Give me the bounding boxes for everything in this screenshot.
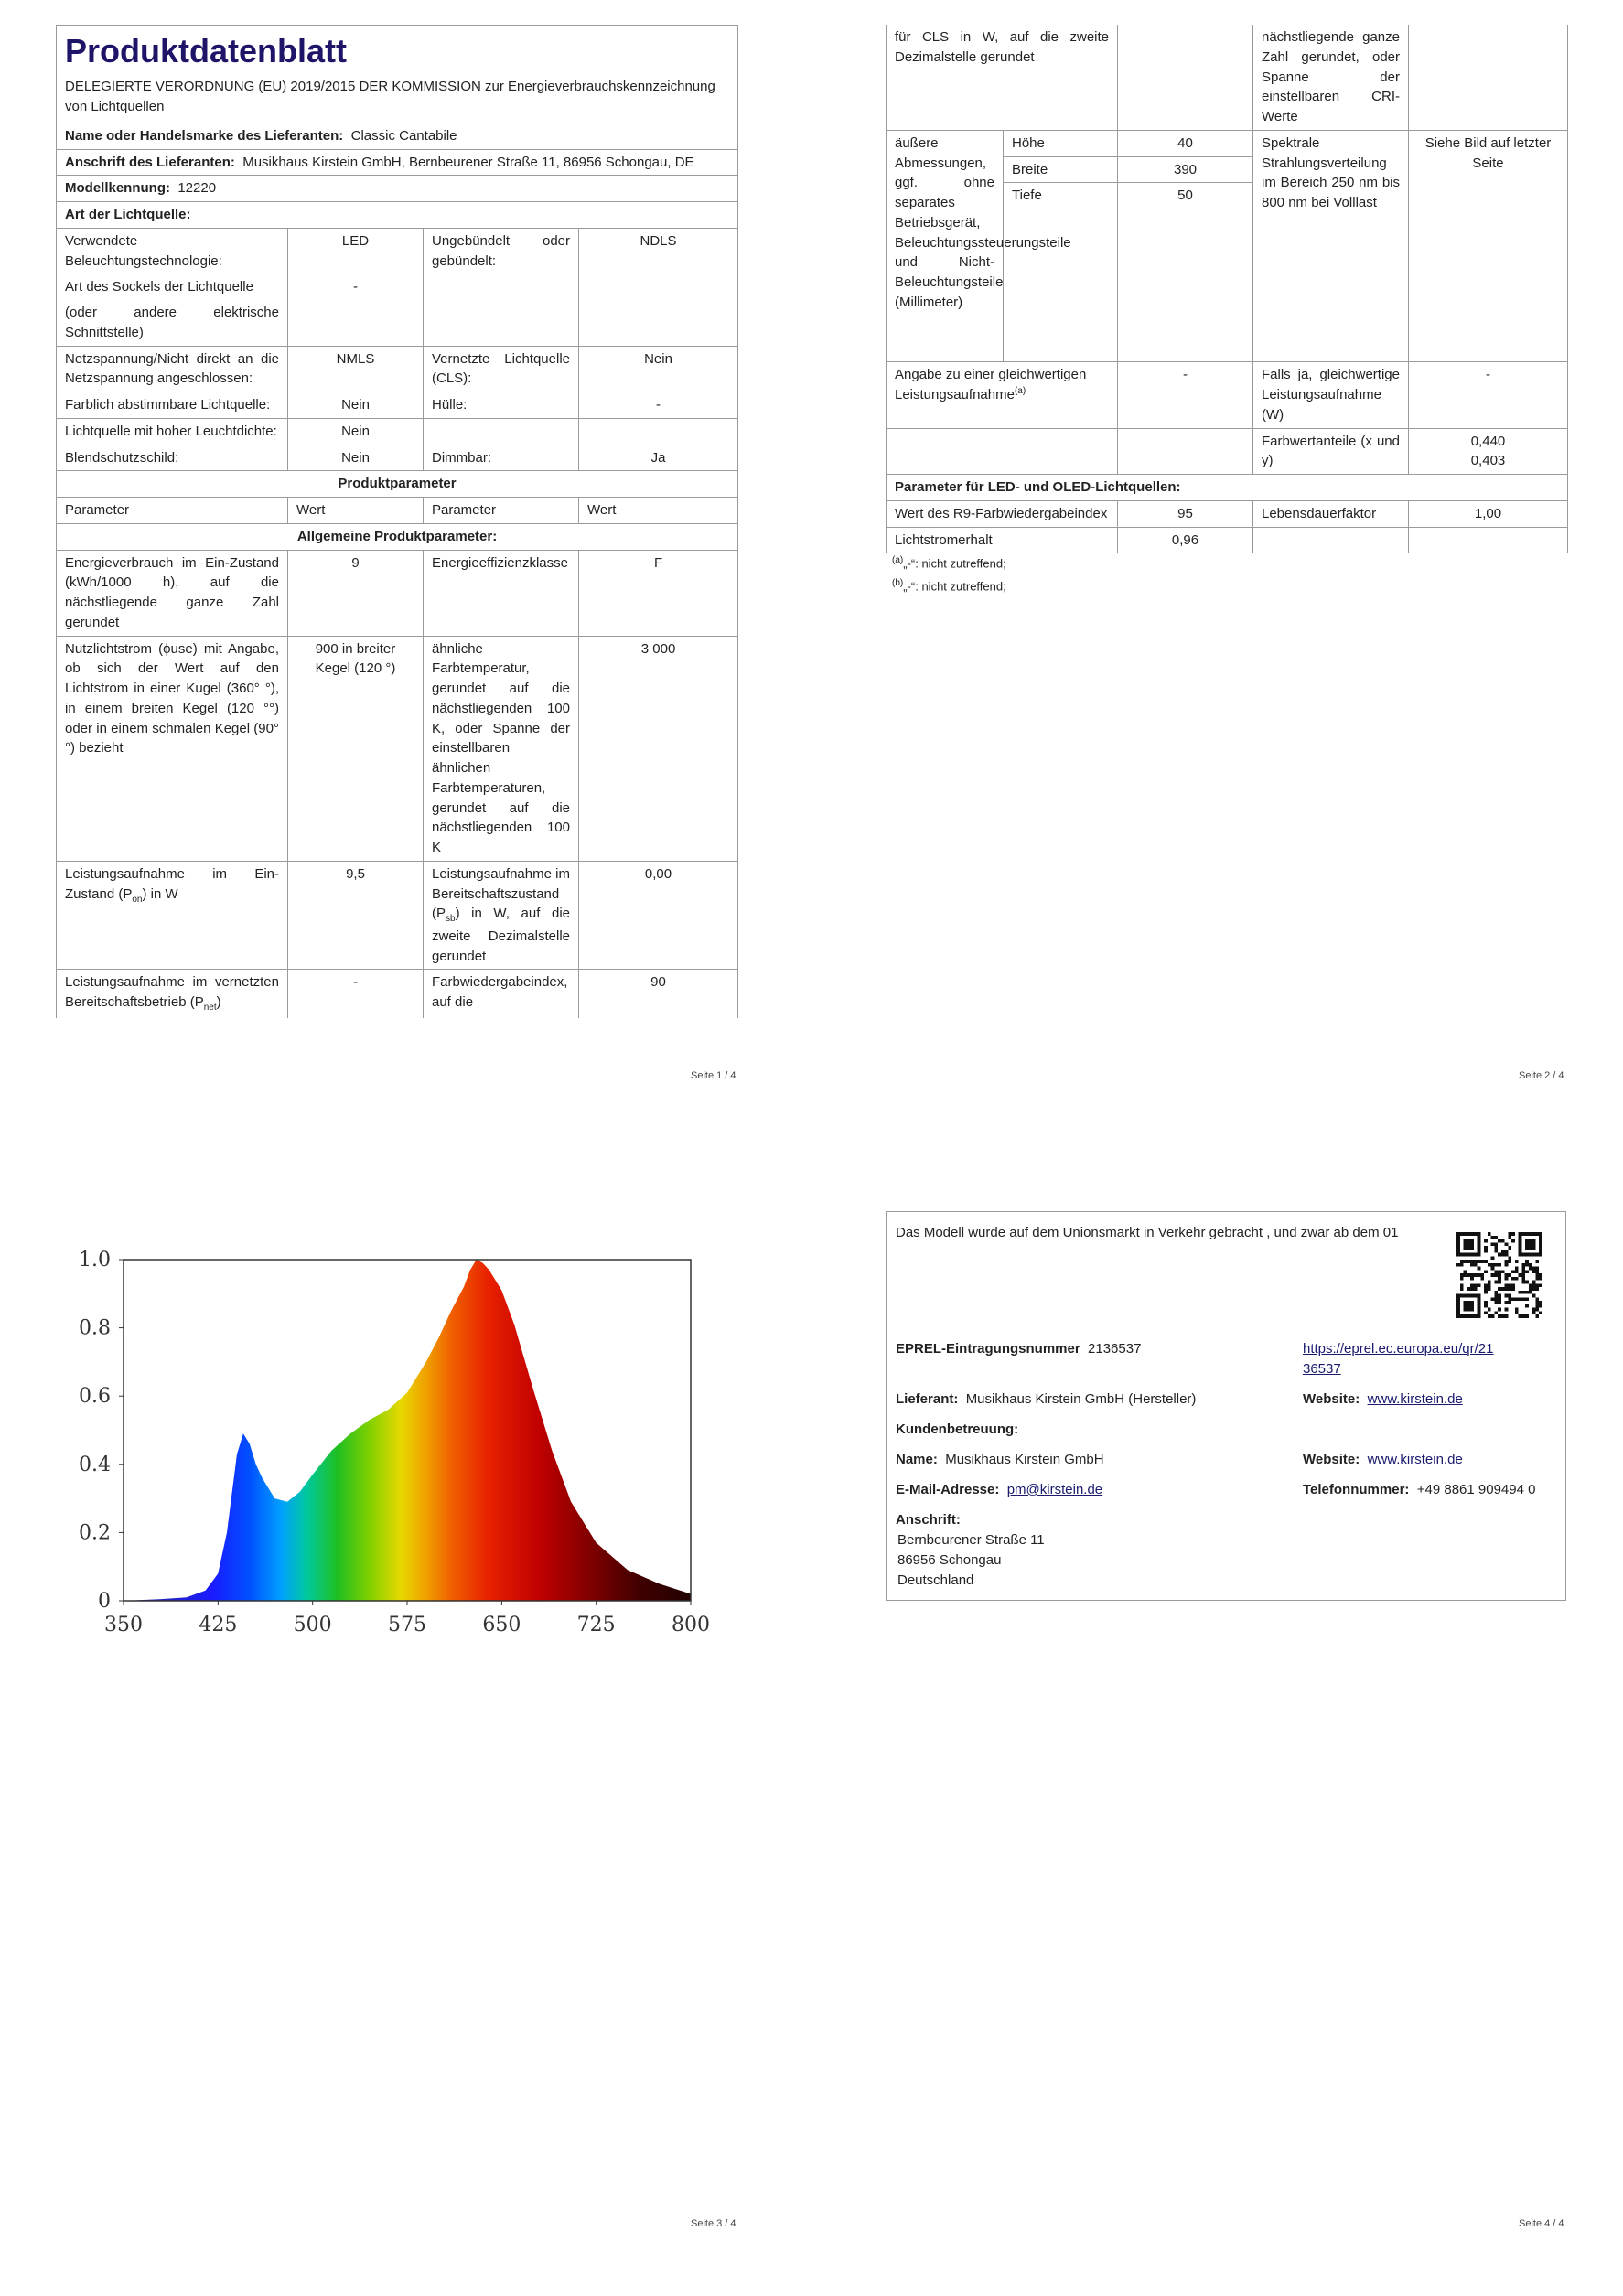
y-tick-label: 0.8	[79, 1316, 111, 1340]
col-header-value-2: Wert	[579, 498, 738, 524]
mains-value: NMLS	[288, 346, 424, 392]
dimmable-label: Dimmbar:	[424, 445, 579, 471]
chromaticity-label: Farbwertanteile (x und y)	[1253, 428, 1409, 475]
glare-shield-label: Blendschutzschild:	[57, 445, 288, 471]
spectrum-area	[124, 1260, 691, 1601]
supplier-name-value: Classic Cantabile	[350, 127, 457, 144]
supplier-name-label: Name oder Handelsmarke des Lieferanten:	[65, 127, 344, 144]
flux-label: Nutzlichtstrom (ϕuse) mit Angabe, ob sich der Wert auf den Lichtstrom in einer Kugel (360° °), in einem breiten Kegel (120 °°) oder in einem schmalen Kegel (90° °) bezieht	[57, 636, 288, 861]
col-header-value-1: Wert	[288, 498, 424, 524]
regulation-subtitle: DELEGIERTE VERORDNUNG (EU) 2019/2015 DER KOMMISSION zur Energieverbrauchskennzeichnung von Lichtquellen	[65, 79, 715, 115]
cls-label: Vernetzte Lichtquelle (CLS):	[424, 346, 579, 392]
email-link[interactable]: pm@kirstein.de	[1006, 1482, 1103, 1497]
height-label: Höhe	[1004, 130, 1118, 156]
lumen-maintenance-label: Lichtstromerhalt	[887, 527, 1118, 553]
y-tick-label: 0.4	[79, 1453, 111, 1476]
product-sheet-table-continued	[886, 25, 1568, 553]
phone-row: Telefonnummer: +49 8861 909494 0	[1303, 1482, 1536, 1497]
socket-label-note: (oder andere elektrische Schnittstelle)	[65, 305, 279, 340]
page-3	[0, 1148, 812, 2296]
equivalent-power-label: Angabe zu einer gleichwertigen Leistungsaufnahme$^{(a)}$	[887, 362, 1118, 428]
dimmable-value: Ja	[579, 445, 738, 471]
technology-label: Verwendete Beleuchtungstechnologie:	[57, 228, 288, 274]
y-tick-label: 0.6	[79, 1385, 111, 1409]
tunable-value: Nein	[288, 392, 424, 419]
x-tick-label: 500	[293, 1614, 332, 1633]
page-number: Seite 2 / 4	[1519, 1070, 1564, 1081]
socket-value: -	[288, 274, 424, 346]
page-number: Seite 1 / 4	[691, 1070, 736, 1081]
y-tick-label: 0	[98, 1590, 111, 1613]
flux-value: 900 in breiter Kegel (120 °)	[288, 636, 424, 861]
power-on-value: 9,5	[288, 861, 424, 970]
address-line-3: Deutschland	[897, 1572, 974, 1588]
supplier-row: Lieferant: Musikhaus Kirstein GmbH (Hersteller)	[896, 1391, 1197, 1407]
supplier-address-label: Anschrift des Lieferanten:	[65, 154, 235, 170]
eprel-row: EPREL-Eintragungsnummer 2136537	[896, 1341, 1142, 1357]
chromaticity-value: 0,440 0,403	[1409, 428, 1568, 475]
spectral-label: Spektrale Strahlungsverteilung im Bereich 250 nm bis 800 nm bei Volllast	[1253, 130, 1409, 362]
x-tick-label: 800	[672, 1614, 710, 1633]
light-type-heading: Art der Lichtquelle:	[57, 202, 738, 229]
footnote-a: $^{(a)}$„-“: nicht zutreffend;	[892, 555, 1006, 571]
cri-label: Farbwiedergabeindex, auf die	[424, 970, 579, 1018]
technology-value: LED	[288, 228, 424, 274]
dimensions-label: äußere Abmessungen, ggf. ohne separates Betriebsgerät, Beleuchtungssteuerungsteile und Nicht-Beleuchtungsteile (Millimeter)	[887, 130, 1004, 362]
cct-value: 3 000	[579, 636, 738, 861]
cls-value: Nein	[579, 346, 738, 392]
high-luminance-label: Lichtquelle mit hoher Leuchtdichte:	[57, 418, 288, 445]
efficiency-class-label: Energieeffizienzklasse	[424, 550, 579, 636]
equivalent-power-w-value: -	[1409, 362, 1568, 428]
width-value: 390	[1118, 156, 1253, 183]
cls-standby-continued: für CLS in W, auf die zweite Dezimalstelle gerundet	[887, 25, 1118, 130]
depth-value: 50	[1118, 183, 1253, 362]
power-networked-value: -	[288, 970, 424, 1018]
spectral-value: Siehe Bild auf letzter Seite	[1409, 130, 1568, 362]
page-2	[812, 0, 1623, 1148]
page-title: Produktdatenblatt	[65, 32, 348, 70]
power-standby-label: Leistungsaufnahme im Bereitschaftszustand $(P_{sb})$ in W, auf die zweite Dezimalstelle gerundet	[424, 861, 579, 970]
general-params-heading: Allgemeine Produktparameter:	[57, 523, 738, 550]
market-date-text: Das Modell wurde auf dem Unionsmarkt in Verkehr gebracht , und zwar ab dem 01	[896, 1225, 1399, 1240]
customer-service-heading: Kundenbetreuung:	[896, 1422, 1019, 1437]
product-sheet-table	[56, 25, 738, 1018]
qr-code-icon	[1456, 1232, 1542, 1318]
mains-label: Netzspannung/Nicht direkt an die Netzspannung angeschlossen:	[57, 346, 288, 392]
bundled-label: Ungebündelt oder gebündelt:	[424, 228, 579, 274]
x-tick-label: 725	[576, 1614, 616, 1633]
power-networked-label: Leistungsaufnahme im vernetzten Bereitschaftsbetrieb $(P_{net})$	[57, 970, 288, 1018]
product-params-heading: Produktparameter	[57, 471, 738, 498]
r9-value: 95	[1118, 500, 1253, 527]
address-line-2: 86956 Schongau	[897, 1552, 1002, 1568]
spectral-distribution-chart	[73, 1230, 732, 1633]
page-number: Seite 3 / 4	[691, 2218, 736, 2229]
x-tick-label: 650	[482, 1614, 521, 1633]
supplier-website-link[interactable]: www.kirstein.de	[1367, 1391, 1463, 1407]
cct-label: ähnliche Farbtemperatur, gerundet auf die nächstliegenden 100 K, oder Spanne der einstellbaren ähnlichen Farbtemperaturen, gerundet auf die nächstliegenden 100 K	[424, 636, 579, 861]
email-row: E-Mail-Adresse: pm@kirstein.de	[896, 1482, 1103, 1497]
y-tick-label: 1.0	[79, 1249, 111, 1271]
lumen-maintenance-value: 0,96	[1118, 527, 1253, 553]
envelope-label: Hülle:	[424, 392, 579, 419]
equivalent-power-w-label: Falls ja, gleichwertige Leistungsaufnahme (W)	[1253, 362, 1409, 428]
envelope-value: -	[579, 392, 738, 419]
supplier-website: Website: www.kirstein.de	[1303, 1391, 1463, 1407]
energy-value: 9	[288, 550, 424, 636]
width-label: Breite	[1004, 156, 1118, 183]
name-row: Name: Musikhaus Kirstein GmbH	[896, 1452, 1104, 1467]
model-value: 12220	[177, 180, 217, 197]
page-number: Seite 4 / 4	[1519, 2218, 1564, 2229]
r9-label: Wert des R9-Farbwiedergabeindex	[887, 500, 1118, 527]
tunable-label: Farblich abstimmbare Lichtquelle:	[57, 392, 288, 419]
cri-label-continued: nächstliegende ganze Zahl gerundet, oder Spanne der einstellbaren CRI-Werte	[1253, 25, 1409, 130]
power-standby-value: 0,00	[579, 861, 738, 970]
footnote-b: $^{(b)}$„-“: nicht zutreffend;	[892, 578, 1006, 594]
led-params-heading: Parameter für LED- und OLED-Lichtquellen:	[887, 475, 1568, 501]
survival-factor-label: Lebensdauerfaktor	[1253, 500, 1409, 527]
depth-label: Tiefe	[1004, 183, 1118, 362]
socket-label: Art des Sockels der Lichtquelle	[65, 279, 253, 295]
energy-label: Energieverbrauch im Ein-Zustand (kWh/1000 h), auf die nächstliegende ganze Zahl gerundet	[57, 550, 288, 636]
x-tick-label: 575	[388, 1614, 426, 1633]
service-website-link[interactable]: www.kirstein.de	[1367, 1452, 1463, 1467]
efficiency-class-value: F	[579, 550, 738, 636]
service-website: Website: www.kirstein.de	[1303, 1452, 1463, 1467]
glare-shield-value: Nein	[288, 445, 424, 471]
cri-value: 90	[579, 970, 738, 1018]
model-label: Modellkennung:	[65, 180, 170, 197]
col-header-param-1: Parameter	[57, 498, 288, 524]
high-luminance-value: Nein	[288, 418, 424, 445]
y-tick-label: 0.2	[79, 1521, 111, 1545]
x-tick-label: 350	[104, 1614, 143, 1633]
bundled-value: NDLS	[579, 228, 738, 274]
power-on-label: Leistungsaufnahme im Ein-Zustand $(P_{on})$ in W	[57, 861, 288, 970]
col-header-param-2: Parameter	[424, 498, 579, 524]
survival-factor-value: 1,00	[1409, 500, 1568, 527]
eprel-link[interactable]: https://eprel.ec.europa.eu/qr/21 36537	[1303, 1341, 1494, 1377]
height-value: 40	[1118, 130, 1253, 156]
address-heading: Anschrift:	[896, 1512, 961, 1528]
supplier-address-value: Musikhaus Kirstein GmbH, Bernbeurener Straße 11, 86956 Schongau, DE	[242, 154, 694, 170]
page-1	[0, 0, 812, 1148]
supplier-info-box	[886, 1211, 1566, 1601]
address-line-1: Bernbeurener Straße 11	[897, 1532, 1045, 1548]
x-tick-label: 425	[199, 1614, 238, 1633]
equivalent-power-value: -	[1118, 362, 1253, 428]
